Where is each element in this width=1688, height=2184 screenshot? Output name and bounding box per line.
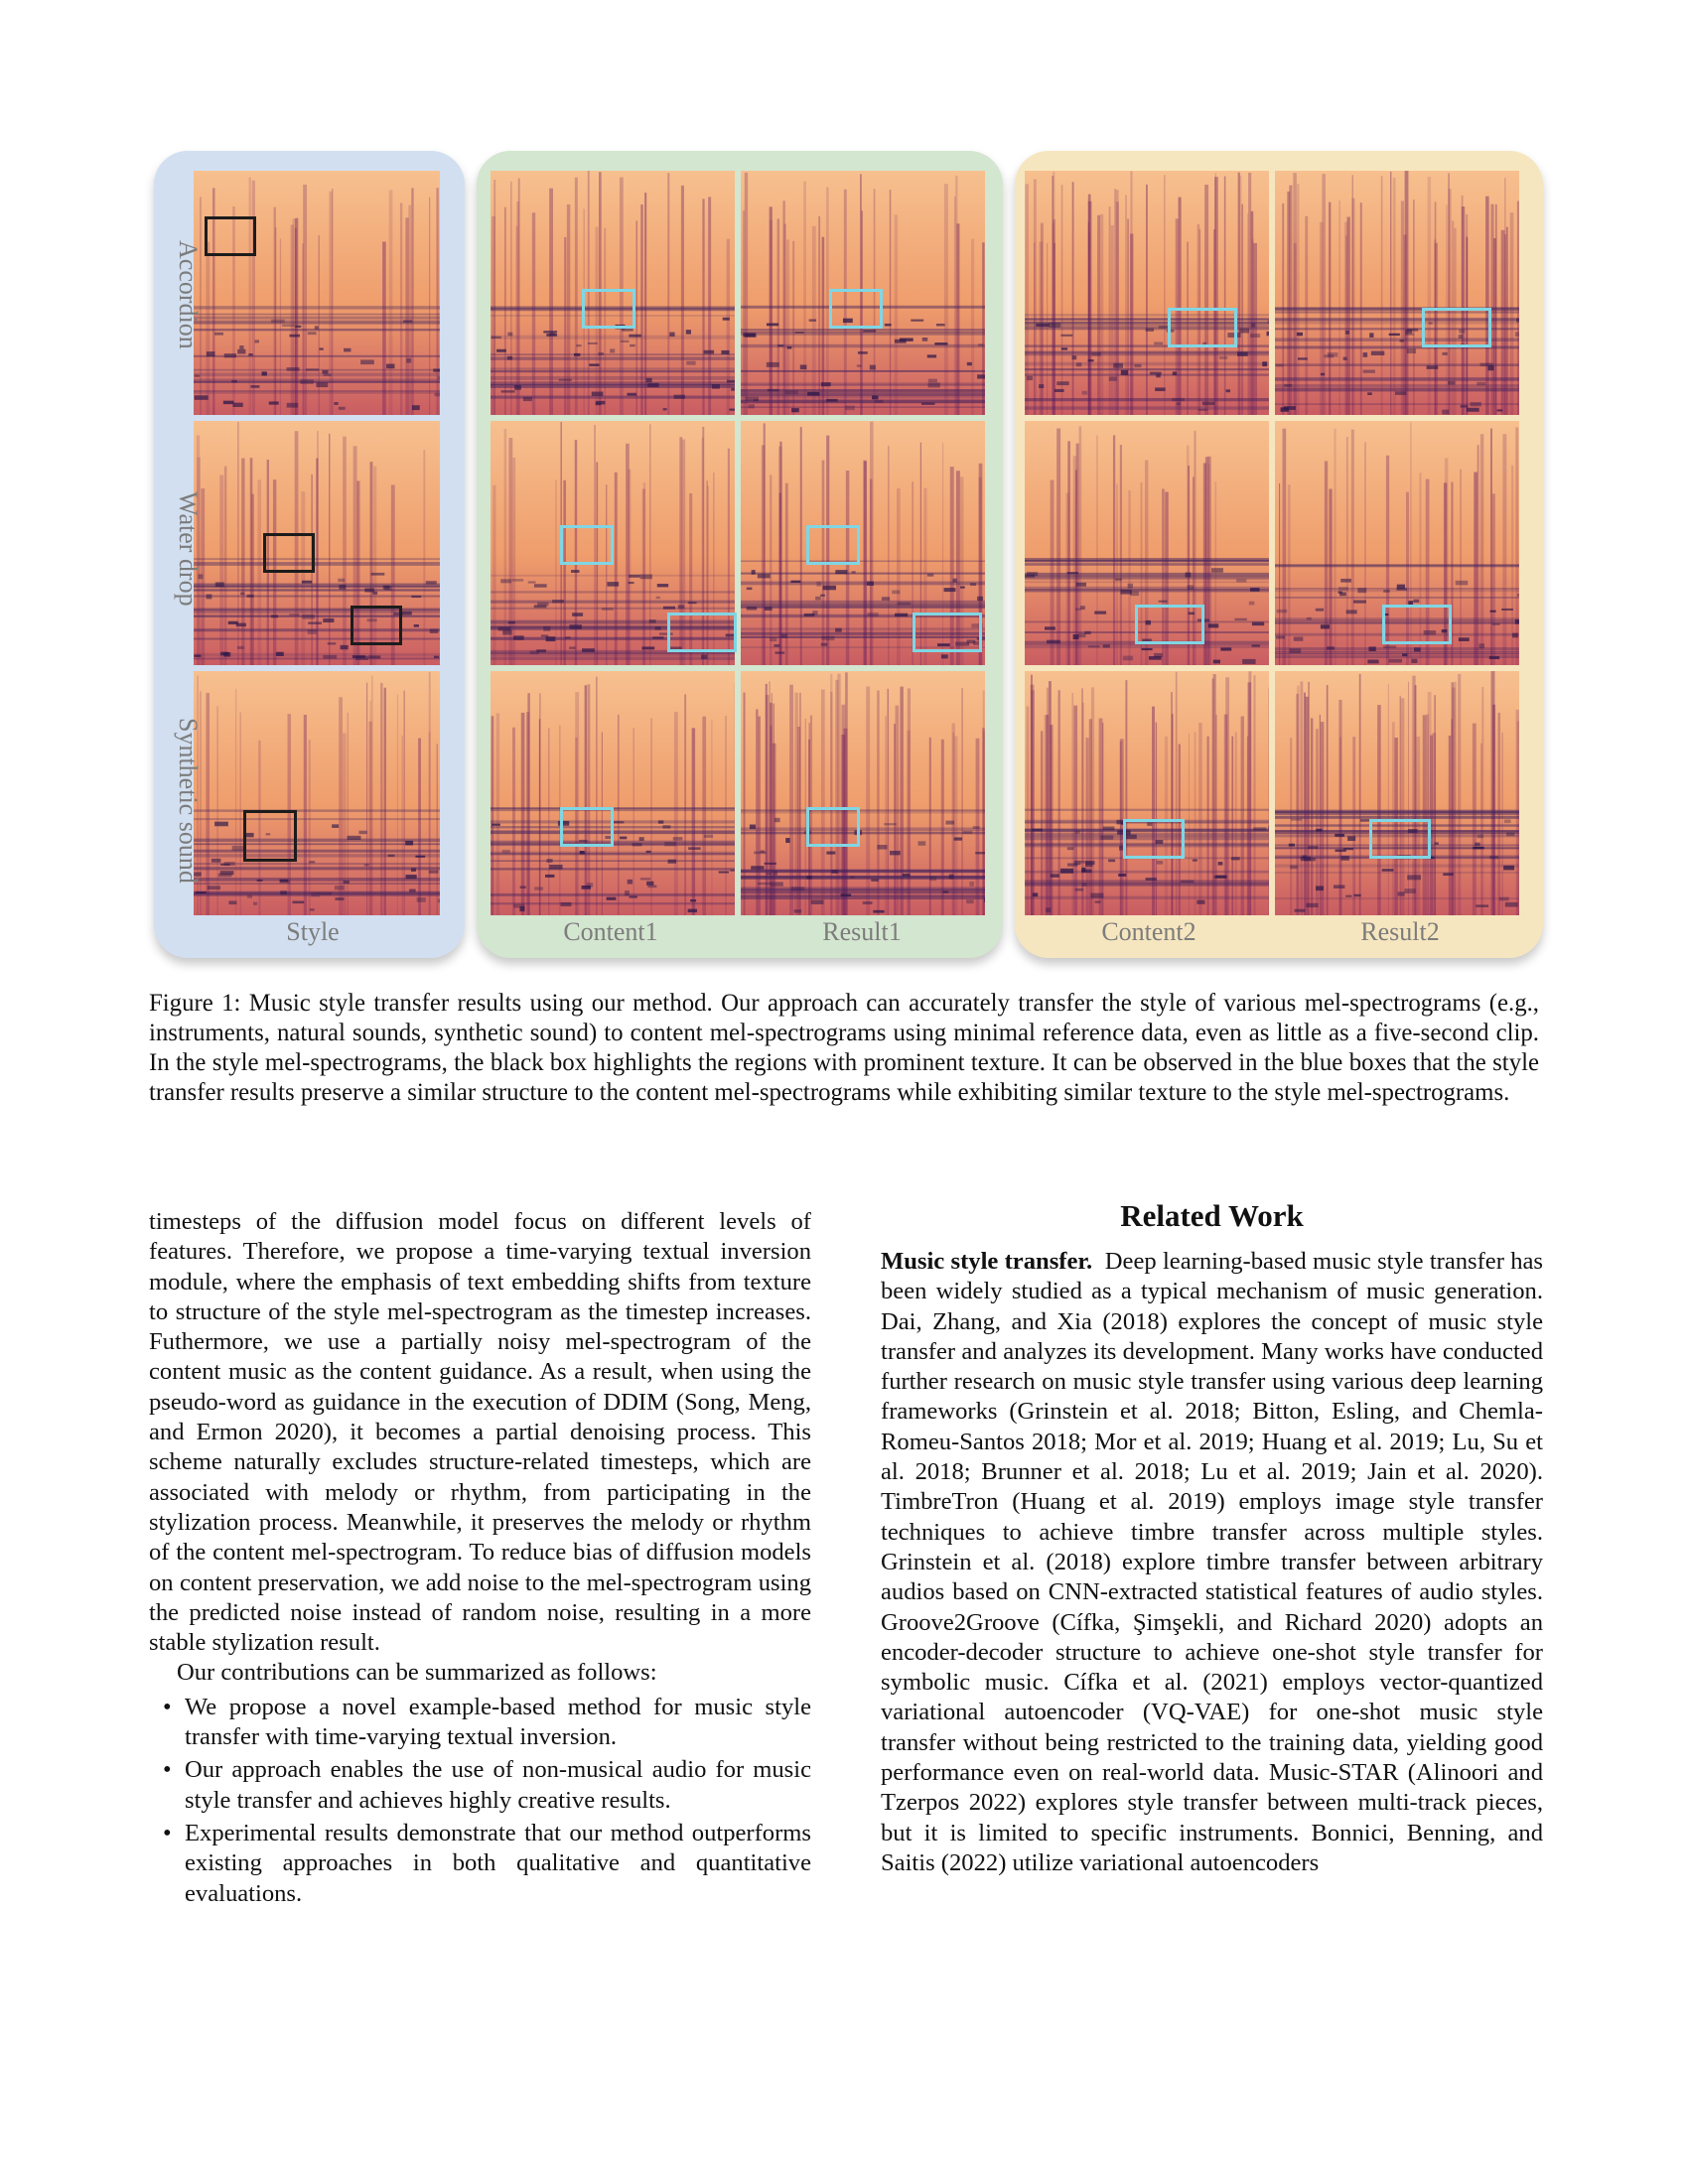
list-item: • We propose a novel example-based method for music style transfer with time-varying textual inversion. — [149, 1693, 811, 1753]
spectrogram-synthetic-sound-result2 — [1275, 671, 1519, 915]
texture-highlight-box — [263, 533, 315, 573]
spectrogram-synthetic-sound-style — [194, 671, 440, 915]
column-label-style: Style — [286, 917, 340, 946]
spectrogram-synthetic-sound-content1 — [491, 671, 735, 915]
spectrogram-water-drop-style — [194, 421, 440, 665]
structure-highlight-box — [913, 613, 982, 652]
structure-highlight-box — [806, 807, 860, 847]
spectrogram-synthetic-sound-result1 — [741, 671, 985, 915]
left-column — [149, 1207, 811, 1912]
spectrogram-accordion-content2 — [1025, 171, 1269, 415]
spectrogram-synthetic-sound-content2 — [1025, 671, 1269, 915]
body-paragraph: timesteps of the diffusion model focus on different levels of features. Therefore, we propose a time-varying textual inversion module, where the emphasis of text embedding shifts from texture to structure of the style mel-spectrogram as the timestep increases. Futhermore, we use a partially noisy mel-spectrogram of the content music as the content guidance. As a result, when using the pseudo-word as guidance in the execution of DDIM (Song, Meng, and Ermon 2020), it becomes a partial denoising process. This scheme naturally excludes structure-related timesteps, which are associated with melody or rhythm, from participating in the stylization process. Meanwhile, it preserves the melody or rhythm of the content mel-spectrogram. To reduce bias of diffusion models on content preservation, we add noise to the mel-spectrogram using the predicted noise instead of random noise, resulting in a more stable stylization result. — [149, 1208, 811, 1657]
structure-highlight-box — [806, 525, 860, 565]
column-label-result1: Result1 — [822, 917, 902, 946]
column-label-result2: Result2 — [1360, 917, 1440, 946]
right-column — [881, 1197, 1543, 1878]
structure-highlight-box — [560, 525, 614, 565]
structure-highlight-box — [1135, 605, 1204, 644]
section-title: Related Work — [1120, 1198, 1304, 1233]
list-item: • Our approach enables the use of non-musical audio for music style transfer and achieves highly creative results. — [149, 1755, 811, 1816]
contributions-list — [149, 1693, 811, 1909]
spectrogram-accordion-result2 — [1275, 171, 1519, 415]
structure-highlight-box — [1123, 819, 1185, 859]
row-label-accordion: Accordion — [174, 240, 203, 349]
structure-highlight-box — [560, 807, 614, 847]
related-work-text: Deep learning-based music style transfer has been widely studied as a typical mechanism of music generation. Dai, Zhang, and Xia (2018) explores the concept of music style transfer and analyzes its development. Many works have conducted further research on music style transfer using various deep learning frameworks (Grinstein et al. 2018; Bitton, Esling, and Chemla-Romeu-Santos 2018; Mor et al. 2019; Huang et al. 2019; Lu, Su et al. 2018; Brunner et al. 2018; Lu et al. 2019; Jain et al. 2020). TimbreTron (Huang et al. 2019) employs image style transfer techniques to achieve timbre transfer across multiple styles. Grinstein et al. (2018) explore timbre transfer between arbitrary audios based on CNN-extracted statistical features of audio styles. Groove2Groove (Cífka, Şimşekli, and Richard 2020) adopts an encoder-decoder structure to achieve one-shot style transfer for symbolic music. Cífka et al. (2021) employs vector-quantized variational autoencoder (VQ-VAE) for one-shot music style transfer without being restricted to the training data, yielding good performance even on real-world data. Music-STAR (Alinoori and Tzerpos 2022) explores style transfer between multi-track pieces, but it is limited to specific instruments. Bonnici, Benning, and Saitis (2022) utilize variational autoencoders — [881, 1248, 1543, 1876]
structure-highlight-box — [1382, 605, 1452, 644]
figure-caption: Figure 1: Music style transfer results using our method. Our approach can accurately transfer the style of various mel-spectrograms (e.g., instruments, natural sounds, synthetic sound) to content mel-spectrograms using minimal reference data, even as little as a five-second clip. In the style mel-spectrograms, the black box highlights the regions with prominent texture. It can be observed in the blue boxes that the style transfer results preserve a similar structure to the content mel-spectrograms while exhibiting similar texture to the style mel-spectrograms. — [149, 990, 1539, 1106]
list-item: • Experimental results demonstrate that our method outperforms existing approaches in both qualitative and quantitative evaluations. — [149, 1819, 811, 1909]
texture-highlight-box — [205, 216, 256, 256]
structure-highlight-box — [829, 289, 883, 329]
texture-highlight-box — [243, 810, 297, 862]
contributions-intro: Our contributions can be summarized as follows: — [177, 1659, 657, 1687]
related-work-paragraph — [881, 1247, 1543, 1878]
row-label-synthetic-sound: Synthetic sound — [174, 717, 203, 884]
row-label-water-drop: Water drop — [174, 491, 203, 607]
texture-highlight-box — [351, 606, 402, 645]
structure-highlight-box — [1369, 819, 1431, 859]
spectrogram-accordion-style — [194, 171, 440, 415]
structure-highlight-box — [582, 289, 635, 329]
column-label-content2: Content2 — [1101, 917, 1196, 946]
structure-highlight-box — [667, 613, 737, 652]
runin-heading: Music style transfer. — [881, 1248, 1093, 1275]
column-label-content1: Content1 — [563, 917, 658, 946]
structure-highlight-box — [1168, 308, 1237, 347]
structure-highlight-box — [1422, 308, 1491, 347]
